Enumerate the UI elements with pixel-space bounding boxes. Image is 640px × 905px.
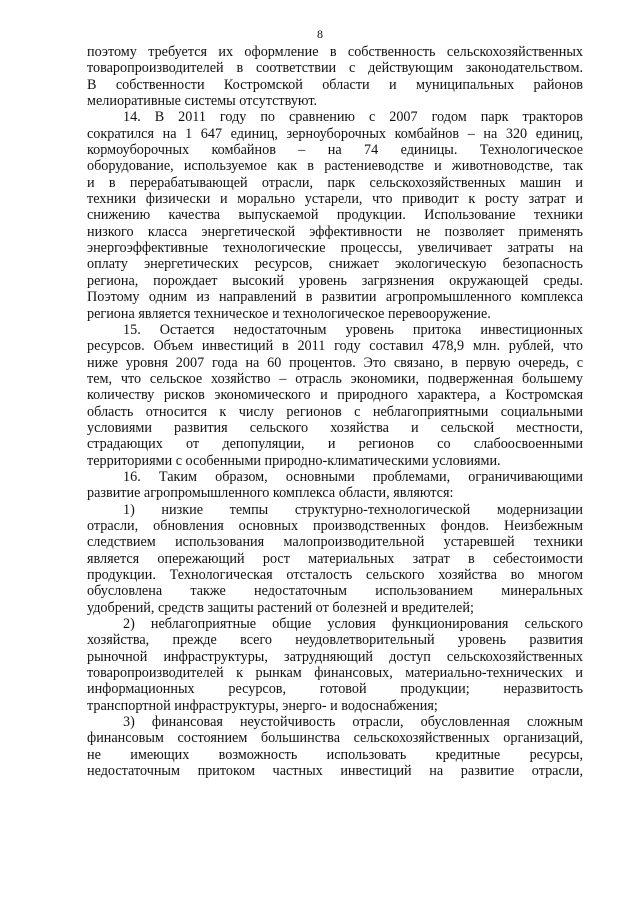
text-line: страдающих от депопуляции, и регионов со слабоосвоенными bbox=[87, 436, 583, 453]
text-line: оплату энергетических ресурсов, снижает экологическую безопасность bbox=[87, 256, 583, 273]
body-text bbox=[87, 44, 583, 779]
text-line: 15. Остается недостаточным уровень притока инвестиционных bbox=[123, 321, 583, 338]
text-line: область относится к числу регионов с неблагоприятными социальными bbox=[87, 403, 583, 420]
text-line: 3) финансовая неустойчивость отрасли, обусловленная сложным bbox=[123, 714, 583, 731]
text-line: сократился на 1 647 единиц, зерноуборочных комбайнов – на 320 единиц, bbox=[87, 125, 583, 142]
text-line: является опережающий рост материальных затрат в себестоимости bbox=[87, 550, 583, 567]
text-line: удобрений, средств защиты растений от болезней и вредителей; bbox=[87, 599, 474, 616]
text-line: ниже уровня 2007 года на 60 процентов. Это связано, в первую очередь, с bbox=[87, 354, 583, 371]
text-line: региона, порождает высокий уровень загрязнения окружающей среды. bbox=[87, 272, 583, 289]
text-line: транспортной инфраструктуры, энерго- и водоснабжения; bbox=[87, 697, 438, 714]
text-line: не имеющих возможность использовать кредитные ресурсы, bbox=[87, 746, 583, 763]
text-line: энергоэффективные технологические процессы, увеличивает затраты на bbox=[87, 240, 583, 257]
text-line: хозяйства, прежде всего неудовлетворительный уровень развития bbox=[87, 632, 583, 649]
text-line: мелиоративные системы отсутствуют. bbox=[87, 93, 318, 110]
text-line: 16. Таким образом, основными проблемами, ограничивающими bbox=[123, 468, 583, 485]
text-line: территориями с особенными природно-климатическими условиями. bbox=[87, 452, 501, 469]
text-line: 14. В 2011 году по сравнению с 2007 годом парк тракторов bbox=[123, 109, 583, 126]
text-line: снижению качества выпускаемой продукции. Использование техники bbox=[87, 207, 583, 224]
text-line: и в перерабатывающей отрасли, парк сельскохозяйственных машин и bbox=[87, 174, 583, 191]
text-line: развитие агропромышленного комплекса области, являются: bbox=[87, 485, 454, 502]
text-line: отрасли, обновления основных производственных фондов. Неизбежным bbox=[87, 517, 583, 534]
text-line: информационных ресурсов, готовой продукции; неразвитость bbox=[87, 681, 583, 698]
text-line: поэтому требуется их оформление в собственность сельскохозяйственных bbox=[87, 44, 583, 60]
text-line: товаропроизводителей к рынкам финансовых, материально-технических и bbox=[87, 665, 583, 682]
text-line: тем, что сельское хозяйство – отрасль экономики, подверженная большему bbox=[87, 370, 583, 387]
text-line: недостаточным притоком частных инвестиций на развитие отрасли, bbox=[87, 763, 583, 780]
text-line: кормоуборочных комбайнов – на 74 единицы. Технологическое bbox=[87, 142, 583, 159]
page-number: 8 bbox=[317, 27, 323, 41]
text-line: ресурсов. Объем инвестиций в 2011 году составил 478,9 млн. рублей, что bbox=[87, 338, 583, 355]
text-line: В собственности Костромской области и муниципальных районов bbox=[87, 76, 583, 93]
text-line: региона является техническое и технологическое перевооружение. bbox=[87, 305, 491, 322]
text-line: следствием использования малопроизводительной устаревшей техники bbox=[87, 534, 583, 551]
text-line: техники физически и морально устарели, что приводит к росту затрат и bbox=[87, 191, 583, 208]
text-line: Поэтому одним из направлений в развитии агропромышленного комплекса bbox=[87, 289, 583, 306]
text-line: 1) низкие темпы структурно-технологической модернизации bbox=[123, 501, 583, 518]
text-line: условиями развития сельского хозяйства и сельской местности, bbox=[87, 419, 583, 436]
text-line: рыночной инфраструктуры, затрудняющий доступ сельскохозяйственных bbox=[87, 648, 583, 665]
text-line: низкого класса энергетической эффективности не позволяет применять bbox=[87, 223, 583, 240]
text-line: обусловлена также недостаточным использованием минеральных bbox=[87, 583, 583, 600]
text-line: 2) неблагоприятные общие условия функционирования сельского bbox=[123, 616, 583, 633]
text-line: продукции. Технологическая отсталость сельского хозяйства во многом bbox=[87, 567, 583, 583]
text-line: финансовым состоянием большинства сельскохозяйственных организаций, bbox=[87, 730, 583, 747]
text-line: товаропроизводителей в соответствии с действующим законодательством. bbox=[87, 60, 583, 77]
text-line: количеству рисков экономического и природного характера, а Костромская bbox=[87, 387, 583, 404]
text-line: оборудование, используемое как в растениеводстве и животноводстве, так bbox=[87, 158, 583, 175]
